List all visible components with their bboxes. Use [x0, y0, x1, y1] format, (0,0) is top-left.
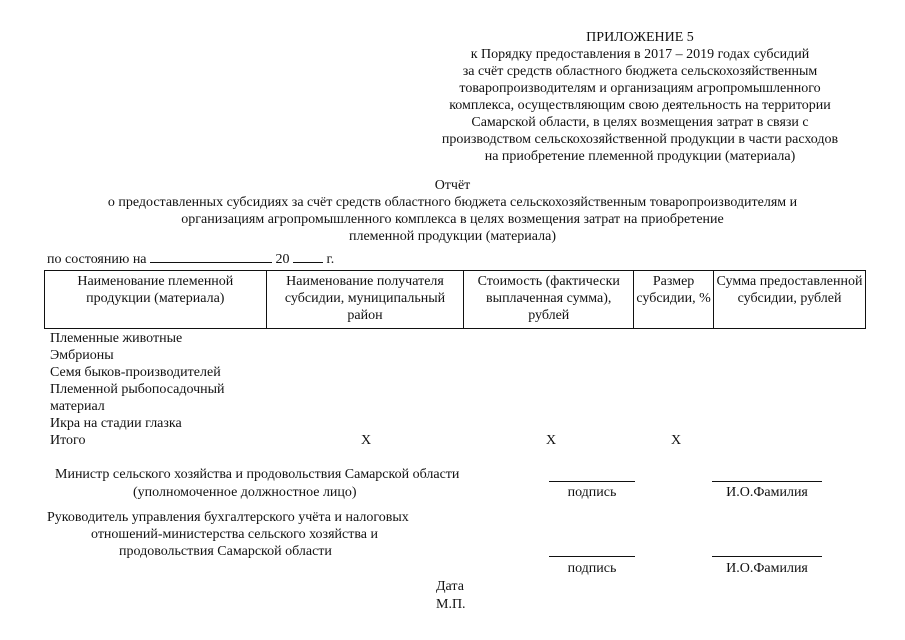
row-label: Племенные животные	[50, 331, 183, 346]
report-subtitle-line: племенной продукции (материала)	[348, 229, 557, 244]
table-body	[50, 330, 870, 449]
appendix-line: к Порядку предоставления в 2017 – 2019 годах субсидий	[470, 47, 810, 62]
subsidy-table	[44, 270, 866, 329]
total-mark-recipient: Х	[361, 433, 372, 448]
minister-signature-label: подпись	[567, 485, 617, 500]
table-row	[50, 398, 870, 415]
table-row	[50, 364, 870, 381]
col-header-rate: Размер субсидии, %	[634, 271, 714, 329]
year-blank	[293, 250, 323, 263]
date-label: Дата	[436, 579, 464, 594]
head-signature-line	[549, 556, 635, 557]
minister-name-label: И.О.Фамилия	[726, 485, 808, 500]
appendix-line: товаропроизводителям и организациям агропромышленного	[459, 81, 821, 96]
appendix-line: Самарской области, в целях возмещения затрат в связи с	[471, 115, 809, 130]
head-name-line	[712, 556, 822, 557]
report-subtitle-line: о предоставленных субсидиях за счёт средств областного бюджета сельскохозяйственным товаропроизводителям и	[107, 195, 798, 210]
as-of-prefix: по состоянию на	[47, 252, 147, 267]
total-row	[50, 432, 870, 449]
col-header-product: Наименование племенной продукции (материала)	[45, 271, 267, 329]
col-header-recipient: Наименование получателя субсидии, муниципальный район	[266, 271, 464, 329]
appendix-line: за счёт средств областного бюджета сельскохозяйственным	[462, 64, 818, 79]
date-blank	[150, 250, 272, 263]
appendix-header	[390, 29, 890, 165]
row-label: материал	[50, 399, 105, 414]
report-subtitle-line: организациям агропромышленного комплекса в целях возмещения затрат на приобретение	[181, 212, 724, 227]
table-row	[50, 330, 870, 347]
appendix-title: ПРИЛОЖЕНИЕ 5	[586, 30, 694, 45]
report-title-block	[0, 177, 905, 245]
minister-name-line	[712, 481, 822, 482]
total-mark-rate: Х	[671, 433, 682, 448]
appendix-line: на приобретение племенной продукции (материала)	[484, 149, 796, 164]
row-label: Эмбрионы	[50, 348, 114, 363]
as-of-suffix: г.	[326, 252, 335, 267]
appendix-line: производством сельскохозяйственной продукции в части расходов	[441, 132, 839, 147]
row-label: Племенной рыбопосадочный	[50, 382, 225, 397]
total-label: Итого	[50, 433, 86, 448]
col-header-cost: Стоимость (фактически выплаченная сумма), рублей	[464, 271, 634, 329]
appendix-line: комплекса, осуществляющим свою деятельность на территории	[449, 98, 831, 113]
table-row	[50, 415, 870, 432]
row-label: Икра на стадии глазка	[50, 416, 182, 431]
as-of-date	[47, 250, 334, 268]
head-title-line: продовольствия Самарской области	[119, 544, 332, 559]
total-mark-cost: Х	[546, 433, 557, 448]
table-header-row	[45, 271, 866, 329]
minister-subtitle: (уполномоченное должностное лицо)	[133, 485, 357, 500]
row-label: Семя быков-производителей	[50, 365, 221, 380]
head-name-label: И.О.Фамилия	[726, 561, 808, 576]
head-title-line: отношений-министерства сельского хозяйства и	[91, 527, 378, 542]
minister-title: Министр сельского хозяйства и продовольствия Самарской области	[55, 467, 460, 482]
head-signature-label: подпись	[567, 561, 617, 576]
table-row	[50, 381, 870, 398]
stamp-label: М.П.	[436, 597, 466, 612]
as-of-year: 20	[275, 252, 290, 267]
col-header-amount: Сумма предоставленной субсидии, рублей	[714, 271, 866, 329]
report-title: Отчёт	[434, 178, 471, 193]
minister-signature-line	[549, 481, 635, 482]
head-title-line: Руководитель управления бухгалтерского учёта и налоговых	[47, 510, 409, 525]
table-row	[50, 347, 870, 364]
